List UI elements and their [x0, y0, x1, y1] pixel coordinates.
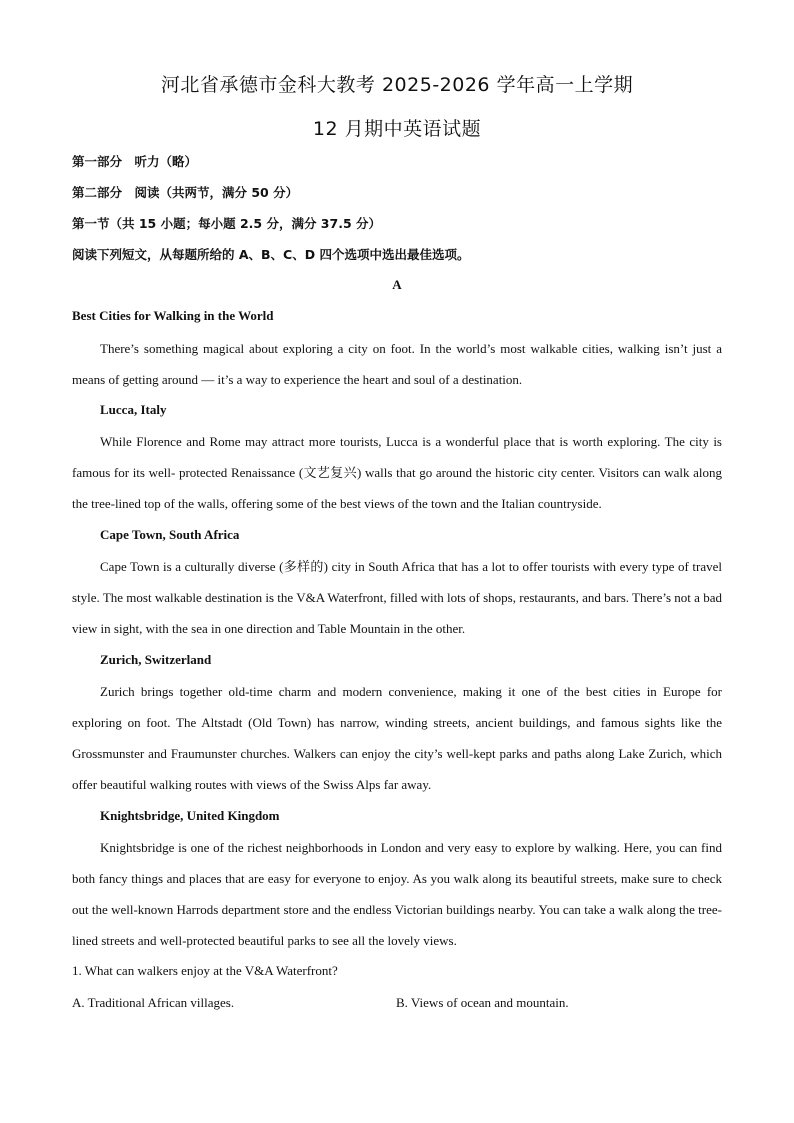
city-text-knightsbridge: Knightsbridge is one of the richest neighborhoods in London and very easy to explore by walking. Here, you can find both fancy things and places that are easy for everyone to enjoy. As you walk along its beautiful streets, make sure to check out the well-known Harrods department store and the endless Victorian buildings nearby. You can take a walk along the tree-lined streets and well-protected beautiful parks to see all the lovely views.	[72, 840, 722, 949]
question-1-stem: 1. What can walkers enjoy at the V&A Waterfront?	[72, 963, 338, 978]
passage-title: Best Cities for Walking in the World	[72, 308, 274, 323]
city-text-cape-town: Cape Town is a culturally diverse (多样的) city in South Africa that has a lot to offer tourists with every type of travel style. The most walkable destination is the V&A Waterfront, filled with lots of shops, restaurants, and bars. There’s not a bad view in sight, with the sea in one direction and Table Mountain in the other.	[72, 559, 722, 637]
passage-intro: There’s something magical about exploring a city on foot. In the world’s most walkable cities, walking isn’t just a means of getting around — it’s a way to experience the heart and soul of a destination.	[72, 341, 722, 388]
city-heading-cape-town: Cape Town, South Africa	[100, 527, 240, 542]
part1-heading: 第一部分 听力（略）	[72, 154, 198, 169]
city-heading-lucca: Lucca, Italy	[100, 402, 167, 417]
question-1-option-a: A. Traditional African villages.	[72, 995, 235, 1010]
section1-heading: 第一节（共 15 小题；每小题 2.5 分，满分 37.5 分）	[72, 216, 381, 231]
city-heading-zurich: Zurich, Switzerland	[100, 652, 212, 667]
passage-letter: A	[392, 277, 402, 292]
question-1-option-b: B. Views of ocean and mountain.	[396, 995, 569, 1010]
city-heading-knightsbridge: Knightsbridge, United Kingdom	[100, 808, 280, 823]
document-title-line1: 河北省承德市金科大教考 2025-2026 学年高一上学期	[160, 74, 634, 96]
city-text-lucca: While Florence and Rome may attract more tourists, Lucca is a wonderful place that is worth exploring. The city is famous for its well- protected Renaissance (文艺复兴) walls that go around the historic city center. Visitors can walk along the tree-lined top of the walls, offering some of the best views of the town and the Italian countryside.	[72, 434, 722, 512]
document-title-line2: 12 月期中英语试题	[312, 118, 482, 140]
instruction-text: 阅读下列短文，从每题所给的 A、B、C、D 四个选项中选出最佳选项。	[72, 247, 470, 262]
part2-heading: 第二部分 阅读（共两节，满分 50 分）	[72, 185, 299, 200]
city-text-zurich: Zurich brings together old-time charm and modern convenience, making it one of the best cities in Europe for exploring on foot. The Altstadt (Old Town) has narrow, winding streets, ancient buildings, and famous sights like the Grossmunster and Fraumunster churches. Walkers can enjoy the city’s well-kept parks and paths along Lake Zurich, which offer beautiful walking routes with views of the Swiss Alps far away.	[72, 684, 722, 793]
